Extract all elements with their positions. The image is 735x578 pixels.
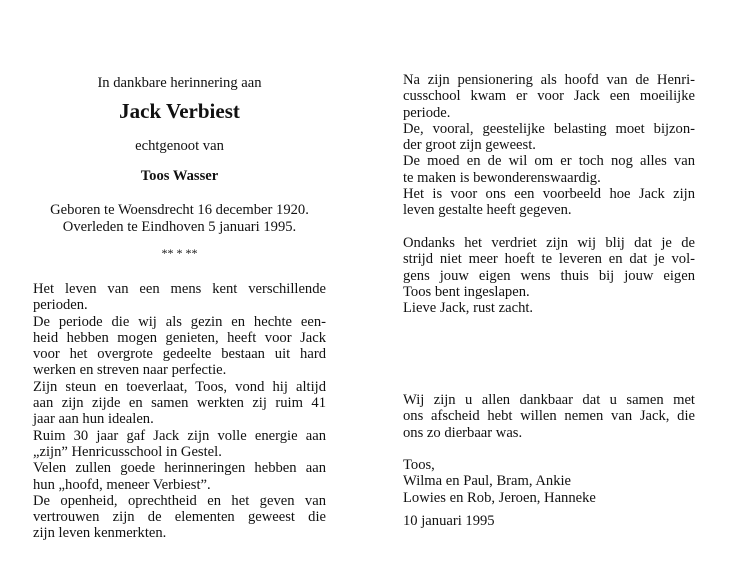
text-line: „zijn” Henricusschool in Gestel. — [33, 443, 222, 460]
text-line: cusschool kwam er voor Jack een moeilijke — [403, 88, 695, 105]
text-line: te maken is bewonderenswaardig. — [403, 169, 601, 186]
text-line: werken en streven naar perfectie. — [33, 362, 227, 379]
text-line: De moed en de wil om er toch nog alles van — [403, 153, 695, 170]
text-line: vertrouwen zijn de elementen geweest die — [33, 509, 326, 526]
separator-stars: ** * ** — [161, 246, 198, 260]
text-line: De periode die wij als gezin en hechte een- — [33, 313, 326, 330]
text-line: Velen zullen goede herinneringen hebben aan — [33, 460, 326, 477]
text-line: periode. — [403, 104, 451, 121]
text-line: voor het overgrote gedeelte bestaan uit hard — [33, 346, 326, 363]
right-paragraph-thanks — [403, 392, 695, 441]
text-line: Ruim 30 jaar gaf Jack zijn volle energie aan — [33, 427, 326, 444]
text-line: hun „hoofd, meneer Verbiest”. — [33, 476, 211, 493]
deceased-name: Jack Verbiest — [119, 99, 240, 123]
text-line: jaar aan hun idealen. — [33, 411, 154, 428]
text-line: gens jouw eigen wens thuis bij jouw eigen — [403, 267, 695, 284]
spouse-name: Toos Wasser — [140, 168, 219, 184]
signatures — [403, 457, 695, 506]
text-line: Wij zijn u allen dankbaar dat u samen met — [403, 392, 695, 408]
text-line: der groot zijn geweest. — [403, 137, 536, 154]
left-paragraphs — [33, 281, 326, 542]
text-line: ons zo dierbaar was. — [403, 424, 523, 441]
text-line: ons afscheid hebt willen nemen van Jack, die — [403, 408, 695, 425]
text-line: heid hebben mogen genieten, heeft voor Jack — [33, 329, 326, 346]
right-paragraph-retirement — [403, 72, 695, 219]
text-line: zijn leven kenmerkten. — [33, 525, 167, 542]
life-dates — [33, 202, 326, 235]
text-line: perioden. — [33, 297, 88, 314]
text-line: Na zijn pensionering als hoofd van de Henri- — [403, 72, 695, 88]
text-line: De openheid, oprechtheid en het geven van — [33, 492, 326, 509]
text-line: Het leven van een mens kent verschillende — [33, 281, 326, 297]
right-paragraph-farewell — [403, 235, 695, 316]
intro-text: In dankbare herinnering aan — [97, 75, 262, 91]
signature-line: Toos, — [403, 457, 435, 473]
card-date: 10 januari 1995 — [403, 513, 495, 529]
text-line: Het is voor ons een voorbeeld hoe Jack zijn — [403, 186, 695, 203]
text-line: strijd niet meer hoeft te leveren en dat je vol- — [403, 251, 695, 268]
text-line: aan zijn zijde en samen werkten zij ruim 41 — [33, 395, 326, 412]
signature-line: Wilma en Paul, Bram, Ankie — [403, 473, 572, 490]
birth-line: Geboren te Woensdrecht 16 december 1920. — [50, 202, 309, 218]
signature-line: Lowies en Rob, Jeroen, Hanneke — [403, 489, 596, 506]
text-line: De, vooral, geestelijke belasting moet bijzon- — [403, 120, 695, 137]
text-line: leven gestalte heeft gegeven. — [403, 202, 572, 219]
death-line: Overleden te Eindhoven 5 januari 1995. — [62, 218, 297, 235]
spouse-label: echtgenoot van — [135, 138, 224, 154]
text-line: Ondanks het verdriet zijn wij blij dat je de — [403, 235, 695, 251]
text-line: Zijn steun en toeverlaat, Toos, vond hij altijd — [33, 378, 326, 395]
text-line: Lieve Jack, rust zacht. — [403, 300, 534, 317]
text-line: Toos bent ingeslapen. — [403, 283, 530, 300]
